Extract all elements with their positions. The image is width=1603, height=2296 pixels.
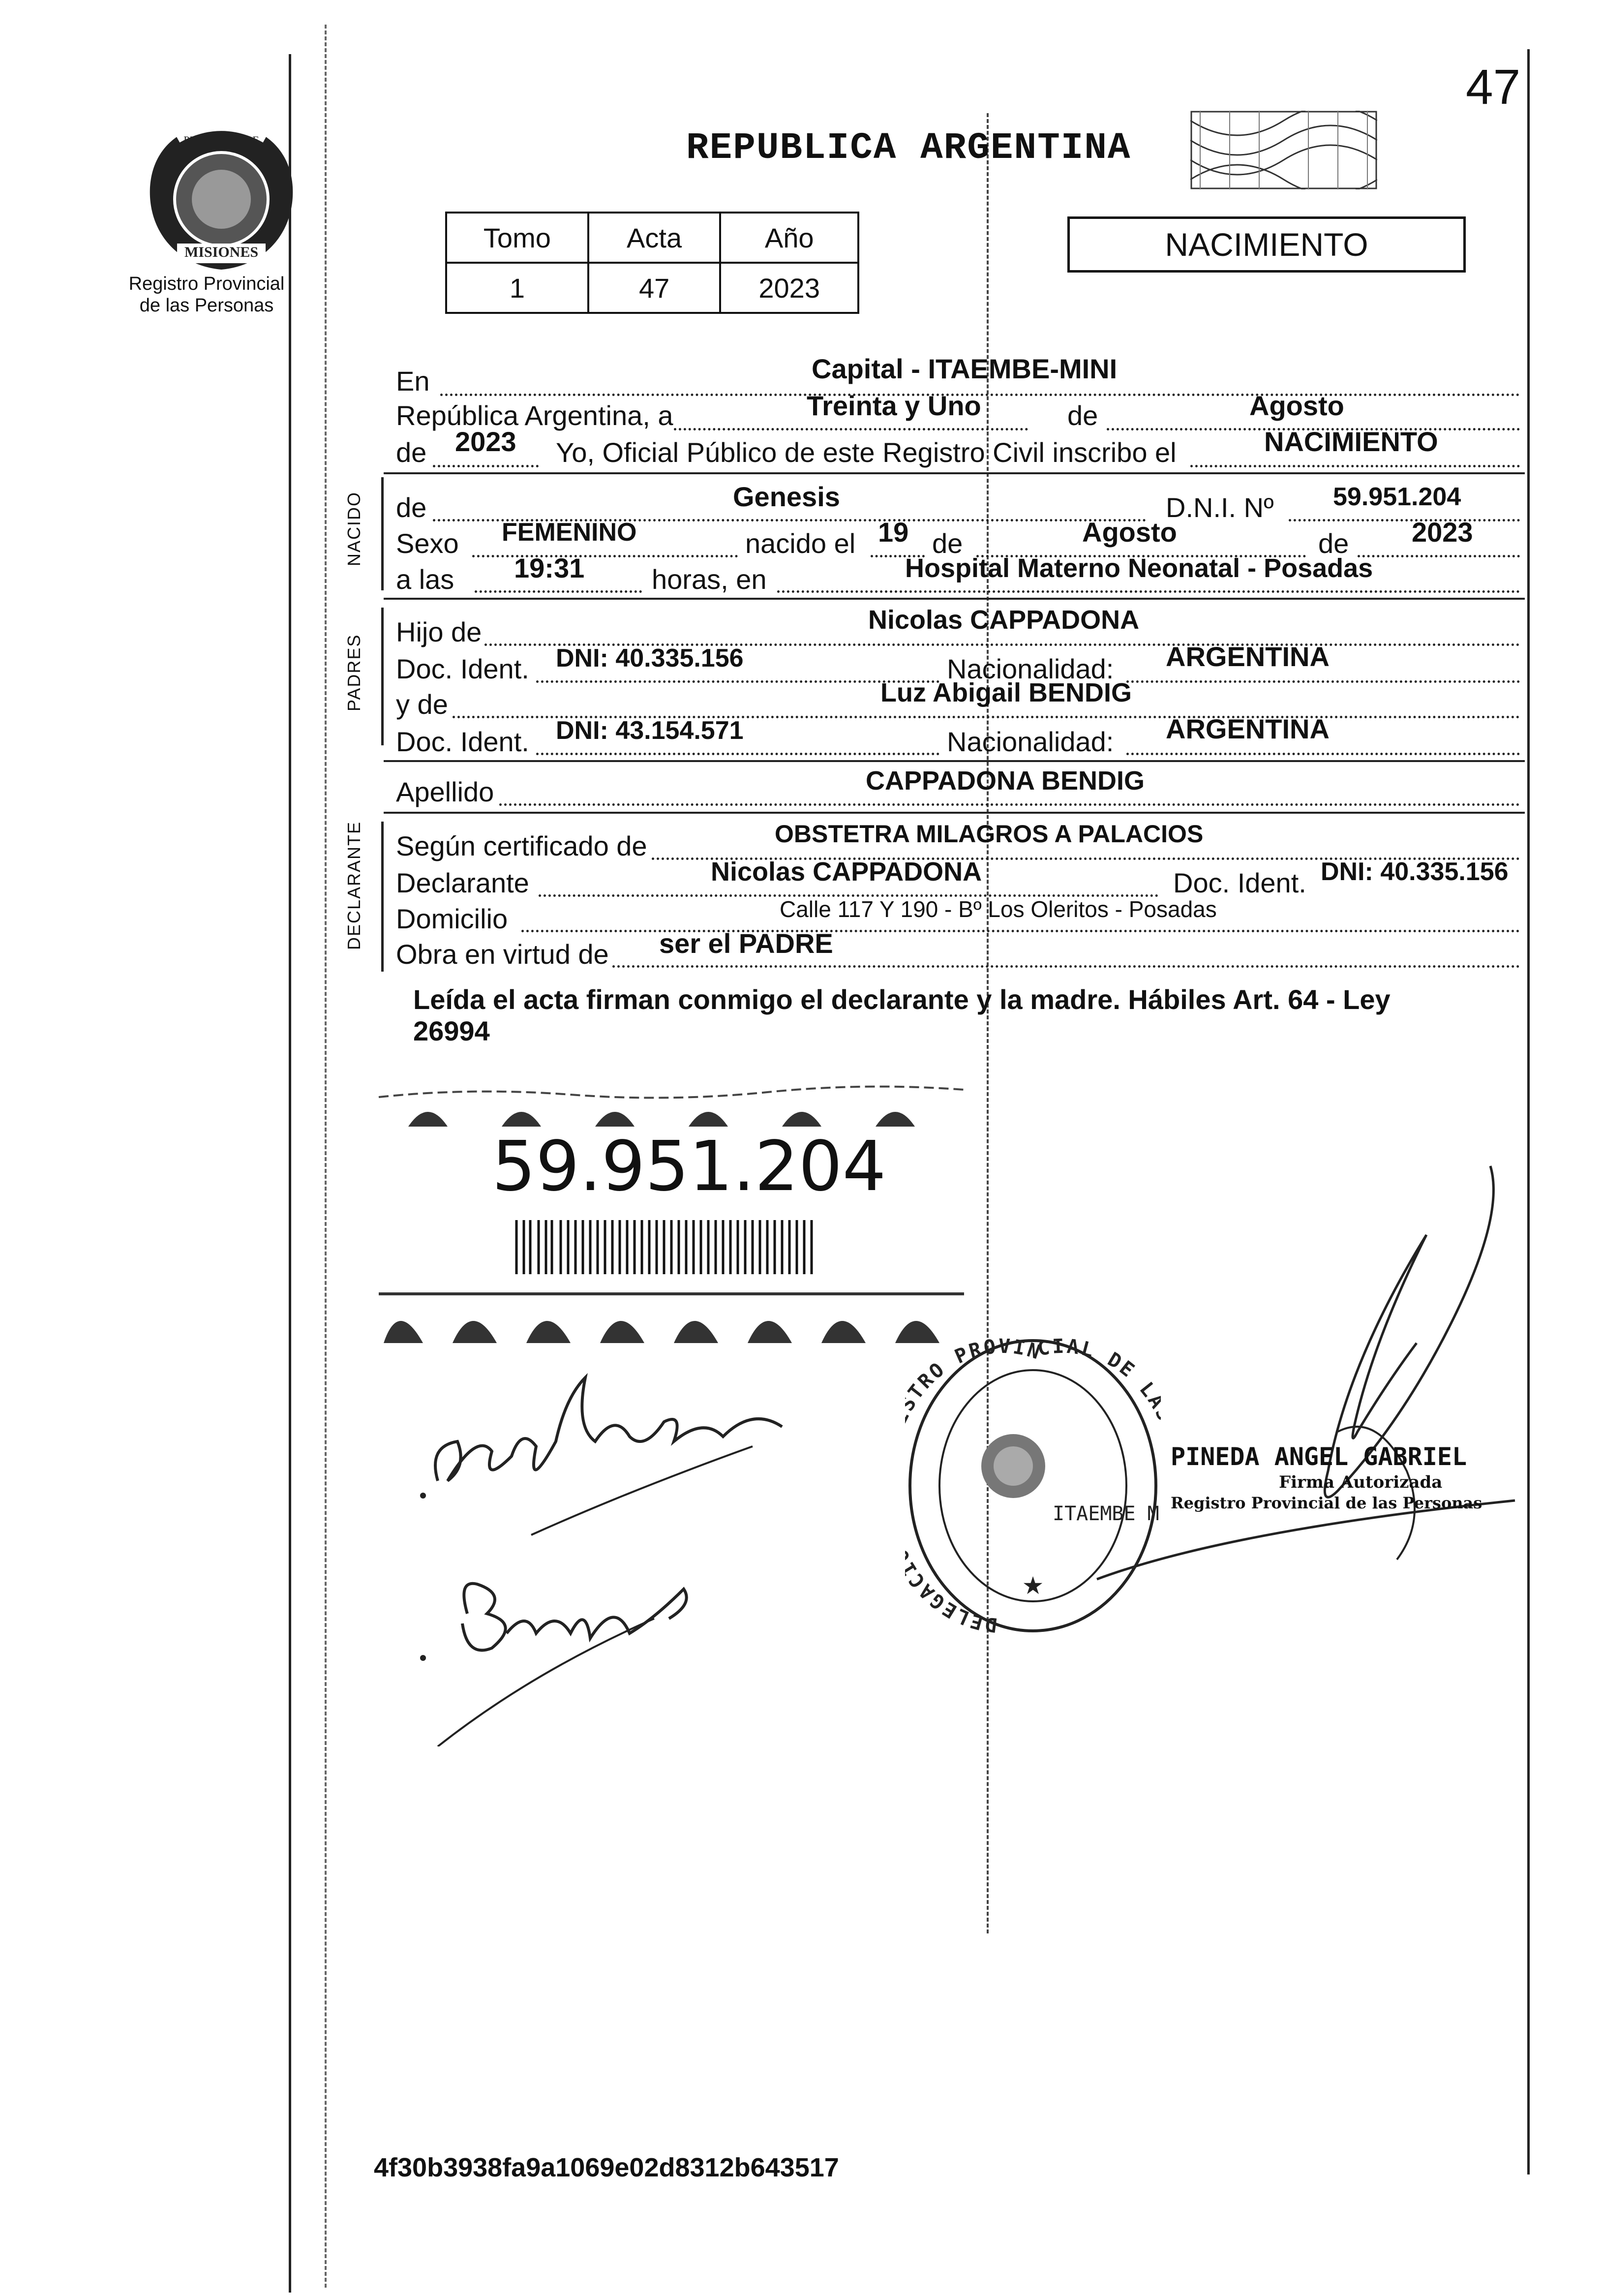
section-declarante: DECLARANTE [344,821,364,950]
declarante-doc: DNI: 40.335.156 [1321,857,1509,886]
mother-doc-label: Doc. Ident. [396,726,529,757]
hash-code: 4f30b3938fa9a1069e02d8312b643517 [374,2153,839,2182]
month-value: Agosto [1249,390,1344,421]
sticker-number: 59.951.204 [492,1127,886,1207]
hijo-label: Hijo de [396,616,482,647]
official-office: Registro Provincial de las Personas [1171,1494,1482,1512]
official-name: PINEDA ANGEL GABRIEL [1171,1442,1467,1471]
declarant-signature [408,1368,851,1545]
header-acta: Acta [588,213,721,263]
section-padres: PADRES [344,634,364,711]
birth-day: 19 [878,517,909,548]
closing-text: Leída el acta firman conmigo el declarante y la madre. Hábiles Art. 64 - Ley 26994 [413,984,1391,1046]
record-table [445,212,859,314]
en-label: En [396,366,430,397]
domicilio-label: Domicilio [396,903,508,934]
horas-label: horas, en [652,564,767,595]
father-doc: DNI: 40.335.156 [556,644,744,673]
margin-line-right [1527,49,1530,2174]
nacido-de-label3: de [1318,528,1349,559]
father-doc-label: Doc. Ident. [396,653,529,684]
dni-label: D.N.I. Nº [1166,492,1274,523]
birth-year: 2023 [1412,517,1473,548]
country-title: REPUBLICA ARGENTINA [686,127,1131,169]
document-type-box [1067,216,1466,273]
mother-nat: ARGENTINA [1166,713,1330,744]
page-number: 47 [1466,60,1521,115]
apellido-value: CAPPADONA BENDIG [866,766,1145,796]
father-nat-label: Nacionalidad: [947,653,1114,684]
de2-label: de [396,437,427,468]
dni-sticker [374,1077,964,1343]
nacido-de-label2: de [932,528,963,559]
registry-name: Registro Provincial de las Personas [128,274,285,316]
margin-dash-left [325,25,327,2288]
place-value: Capital - ITAEMBE-MINI [812,353,1118,384]
obra-value: ser el PADRE [659,928,833,959]
svg-text:DELEGACION DEL REGISTRO PROVIN: DELEGAC TRO PROVINCIAL DE L [905,1338,1161,1636]
margin-line-left [289,54,291,2293]
nacido-de-label: de [396,492,427,523]
de-label: de [1067,400,1098,431]
mother-doc: DNI: 43.154.571 [556,716,744,745]
declarante-label: Declarante [396,867,529,898]
official-signature [1082,1156,1525,1599]
section-nacido: NACIDO [344,491,364,566]
document-type: NACIMIENTO [1165,226,1368,263]
official-role: Firma Autorizada [1279,1472,1443,1492]
declarante-doc-label: Doc. Ident. [1173,867,1306,898]
nacido-el-label: nacido el [745,528,856,559]
value-anio: 2023 [720,263,858,313]
statement: Yo, Oficial Público de este Registro Civil inscribo el [556,437,1177,468]
province-logo [143,118,300,276]
father-nat: ARGENTINA [1166,641,1330,672]
birth-time: 19:31 [514,552,585,583]
birth-month: Agosto [1082,517,1177,548]
mother-name: Luz Abigail BENDIG [880,678,1132,707]
sexo-label: Sexo [396,528,459,559]
birth-place: Hospital Materno Neonatal - Posadas [905,553,1373,583]
svg-text:PROVINCIA DE: PROVINCIA DE [183,134,259,146]
rep-label: República Argentina, a [396,400,673,431]
event-value: NACIMIENTO [1264,426,1438,457]
day-words: Treinta y Uno [807,390,981,421]
cert-value: OBSTETRA MILAGROS A PALACIOS [775,820,1204,848]
sexo-value: FEMENINO [502,518,637,547]
obra-label: Obra en virtud de [396,939,609,970]
yde-label: y de [396,689,448,720]
svg-text:MISIONES: MISIONES [184,244,259,260]
header-anio: Año [720,213,858,263]
header-tomo: Tomo [446,213,588,263]
alas-label: a las [396,564,454,595]
value-acta: 47 [588,263,721,313]
svg-text:ITAEMBE MINI: ITAEMBE M [1053,1502,1159,1525]
value-tomo: 1 [446,263,588,313]
declarante-value: Nicolas CAPPADONA [711,857,982,887]
newborn-dni: 59.951.204 [1333,483,1461,511]
cert-label: Según certificado de [396,830,647,861]
official-stamp [1171,1441,1482,1513]
svg-text:★: ★ [1022,1572,1044,1599]
security-emblem [1190,111,1377,189]
apellido-label: Apellido [396,776,494,807]
domicilio-value: Calle 117 Y 190 - Bº Los Oleritos - Posadas [780,896,1217,922]
mother-nat-label: Nacionalidad: [947,726,1114,757]
father-name: Nicolas CAPPADONA [868,605,1140,635]
year-value: 2023 [455,426,516,457]
mother-signature [408,1550,753,1746]
newborn-name: Genesis [733,481,840,512]
